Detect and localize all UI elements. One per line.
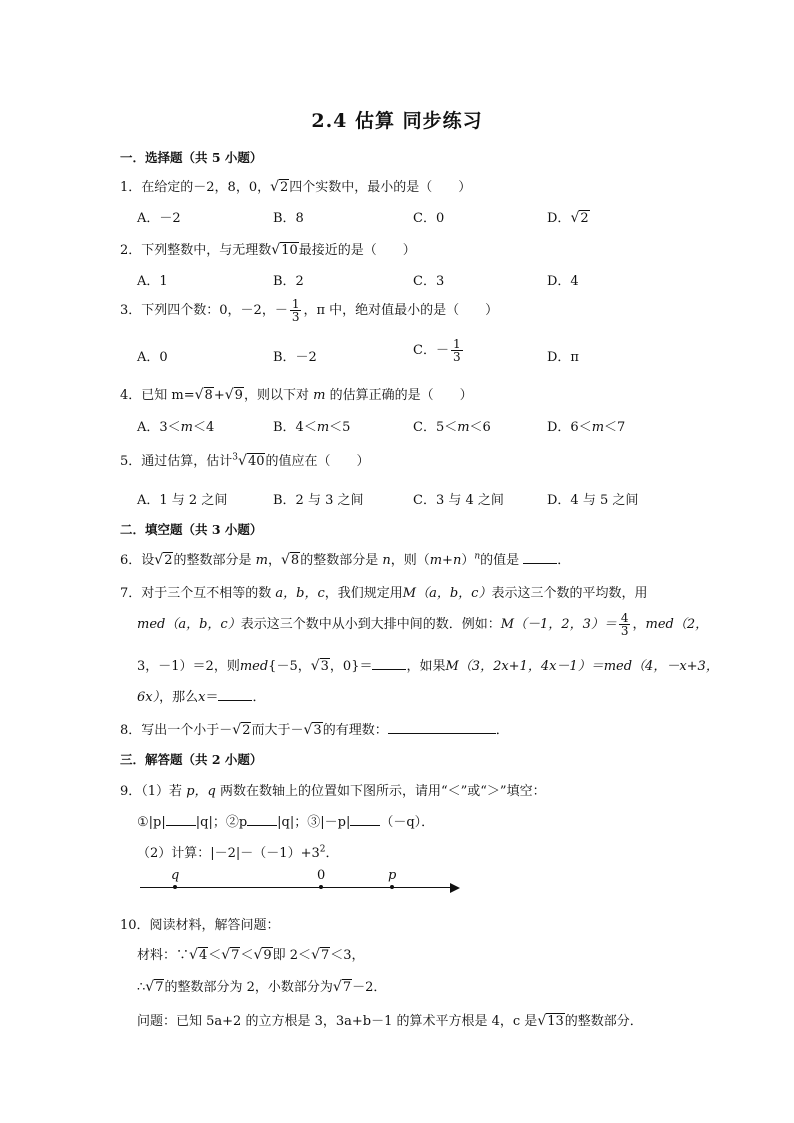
q5-option-d[interactable]: D．4 与 5 之间 [547, 493, 639, 508]
q2-option-d[interactable]: D．4 [547, 274, 579, 289]
question-9-line-3: （2）计算：$|-2|-(-1)+3^2$． [137, 844, 339, 861]
number-line-arrow [450, 883, 460, 893]
q1-text-c: 四个实数中，最小的是（ ） [289, 180, 472, 195]
q1-option-c[interactable]: C．0 [413, 211, 445, 226]
q3-option-c[interactable]: C．－ $\frac{1}{3}$ [413, 337, 461, 364]
fraction-one-third: $\frac{1}{3}$ [291, 297, 300, 324]
answer-blank-q9-3[interactable] [350, 813, 380, 826]
q5-option-a[interactable]: A．1 与 2 之间 [137, 493, 228, 508]
label-zero: 0 [317, 868, 326, 883]
question-6: 6．设√2的整数部分是 m，√8的整数部分是 n，则$(m+n)^n$的值是 ． [120, 551, 571, 568]
answer-blank-q7-med[interactable] [372, 657, 406, 670]
sqrt-2: √2 [270, 179, 289, 195]
q2-option-a[interactable]: A．1 [137, 274, 168, 289]
question-10-line-2: 材料：∵√4＜√7＜√9即 2＜√7＜3， [137, 947, 365, 963]
q1-text-a: 1．在给定的－2，8，0， [120, 180, 271, 195]
q4-option-b[interactable]: B．4＜m＜5 [273, 420, 351, 435]
q4-option-d[interactable]: D．6＜m＜7 [547, 420, 626, 435]
q4-option-a[interactable]: A．3＜m＜4 [137, 420, 215, 435]
q1-option-d[interactable]: D．√2 [547, 210, 589, 226]
section-heading-solve: 三．解答题（共 2 小题） [120, 752, 263, 767]
question-7-line-1: 7．对于三个互不相等的数 a，b，c，我们规定用M（a，b，c）表示这三个数的平均数，用 [120, 586, 648, 601]
question-10-line-4: 问题：已知 5a+2 的立方根是 3，3a+b－1 的算术平方根是 4，c 是√13的整数部分． [137, 1013, 643, 1029]
q3-option-d[interactable]: D．π [547, 350, 579, 365]
question-7-line-3: 3，－1）＝2，则med{－5，√3，0}＝ ，如果M（3，2x+1，4x－1）＝med（4，－x+3， [137, 658, 719, 674]
question-10-line-1: 10．阅读材料，解答问题： [120, 918, 280, 933]
point-q [173, 885, 177, 889]
label-p: p [388, 868, 397, 883]
page-title: 2.4 估算 同步练习 [311, 110, 483, 132]
sqrt-10: √10 [271, 242, 298, 258]
question-7-line-2: med（a，b，c）表示这三个数中从小到大排中间的数．例如：M（－1，2，3）＝ $\frac{4}{3}$ ，med（2， [137, 611, 709, 638]
question-3-stem: 3．下列四个数：0，－2，－ $\frac{1}{3}$ ，π 中，绝对值最小的是（ ） [120, 297, 499, 324]
question-4-stem: 4．已知 m=√8+√9，则以下对 m 的估算正确的是（ ） [120, 387, 473, 403]
q1-option-b[interactable]: B．8 [273, 211, 304, 226]
q5-option-b[interactable]: B．2 与 3 之间 [273, 493, 364, 508]
answer-blank-q7-x[interactable] [218, 688, 252, 701]
q3-option-b[interactable]: B．－2 [273, 350, 317, 365]
section-heading-choice: 一．选择题（共 5 小题） [120, 150, 263, 165]
answer-blank-q9-1[interactable] [166, 813, 196, 826]
question-9-line-2: ①|p| |q|；②p |q|；③|－p| （－q）． [137, 815, 435, 830]
question-7-line-4: 6x），那么x＝ ． [137, 690, 266, 705]
point-p [390, 885, 394, 889]
question-2-stem: 2．下列整数中，与无理数√10最接近的是（ ） [120, 242, 416, 258]
question-8: 8．写出一个小于－√2而大于－√3的有理数： ． [120, 722, 509, 738]
answer-blank-q6[interactable] [523, 551, 557, 564]
q3-option-a[interactable]: A．0 [137, 350, 168, 365]
question-1-stem [120, 176, 471, 195]
q4-option-c[interactable]: C．5＜m＜6 [413, 420, 491, 435]
answer-blank-q8[interactable] [388, 721, 496, 734]
q1-option-a[interactable]: A．－2 [137, 211, 181, 226]
question-10-line-3: ∴√7的整数部分为 2，小数部分为√7－2． [137, 979, 387, 995]
answer-blank-q9-2[interactable] [247, 813, 277, 826]
q2-option-b[interactable]: B．2 [273, 274, 304, 289]
question-5-stem: 5．通过估算，估计$^3$√40的值应在（ ） [120, 452, 370, 469]
q5-option-c[interactable]: C．3 与 4 之间 [413, 493, 504, 508]
point-zero [319, 885, 323, 889]
q2-option-c[interactable]: C．3 [413, 274, 445, 289]
section-heading-fill: 二．填空题（共 3 小题） [120, 522, 263, 537]
question-9-line-1: 9．（1）若 p，q 两数在数轴上的位置如下图所示，请用“＜”或“＞”填空： [120, 784, 546, 799]
number-line-axis [140, 887, 452, 888]
label-q: q [171, 868, 180, 883]
